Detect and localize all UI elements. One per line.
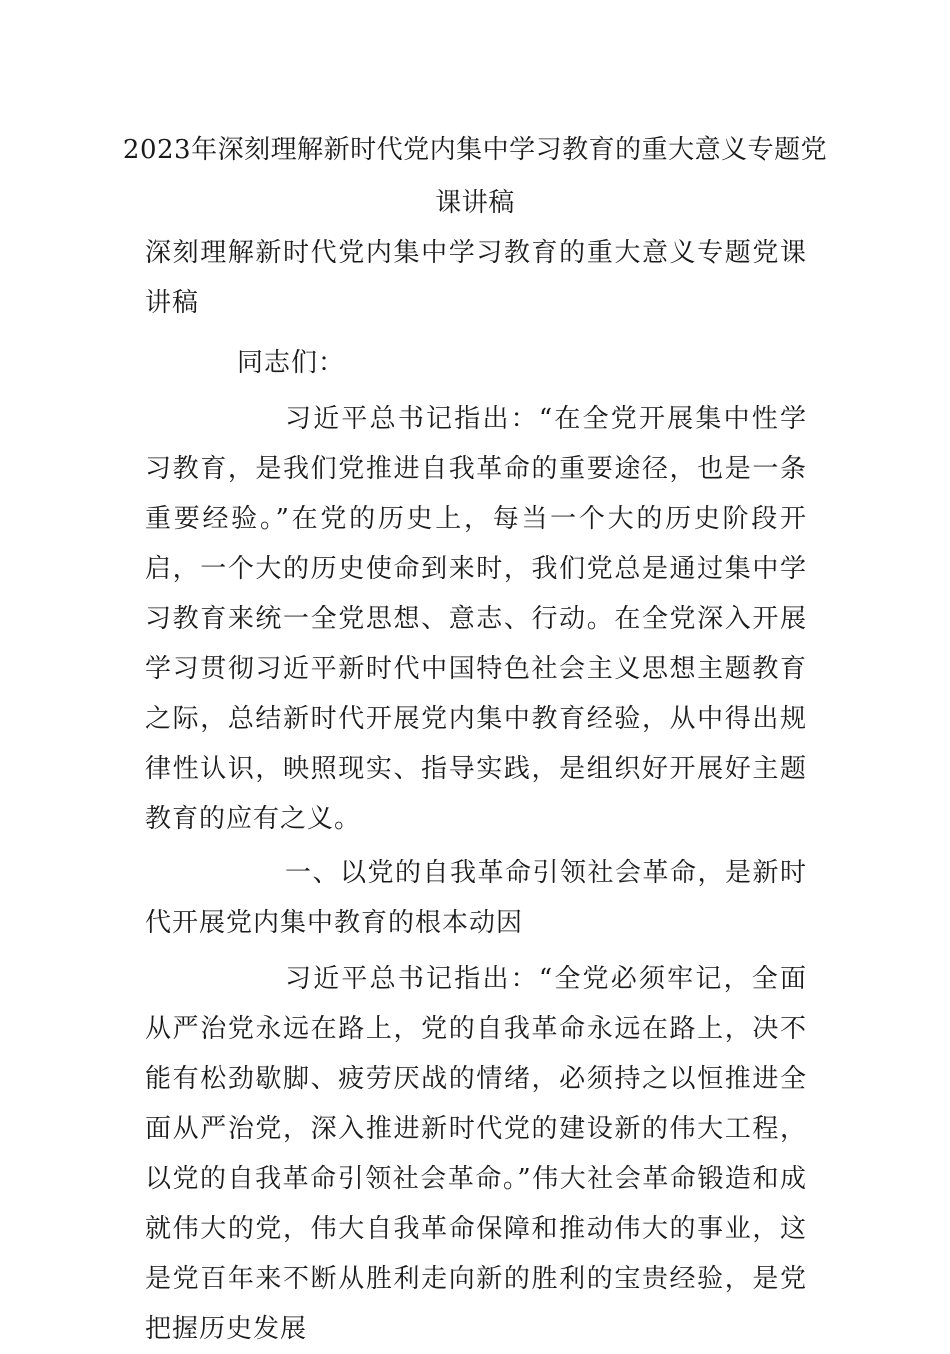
paragraph-section-1: 习近平总书记指出：“全党必须牢记，全面从严治党永远在路上，党的自我革命永远在路上，决不能有松劲歇脚、疲劳厌战的情绪，必须持之以恒推进全面从严治党，深入推进新时代党的建设新的伟大工程，以党的自我革命引领社会革命。”伟大社会革命锻造和成就伟大的党，伟大自我革命保障和推动伟大的事业，这是党百年来不断从胜利走向新的胜利的宝贵经验，是党把握历史发展 xyxy=(145,964,807,1344)
document-body xyxy=(145,228,807,1354)
document-subtitle: 深刻理解新时代党内集中学习教育的重大意义专题党课讲稿 xyxy=(145,238,807,318)
paragraph-intro: 习近平总书记指出：“在全党开展集中性学习教育，是我们党推进自我革命的重要途径，也是一条重要经验。”在党的历史上，每当一个大的历史阶段开启，一个大的历史使命到来时，我们党总是通过集中学习教育来统一全党思想、意志、行动。在全党深入开展学习贯彻习近平新时代中国特色社会主义思想主题教育之际，总结新时代开展党内集中教育经验，从中得出规律性认识，映照现实、指导实践，是组织好开展好主题教育的应有之义。 xyxy=(145,404,807,834)
document-title: 2023年深刻理解新时代党内集中学习教育的重大意义专题党课讲稿 xyxy=(122,135,828,218)
section-heading-1: 一、以党的自我革命引领社会革命，是新时代开展党内集中教育的根本动因 xyxy=(145,858,807,938)
salutation: 同志们： xyxy=(237,348,346,378)
